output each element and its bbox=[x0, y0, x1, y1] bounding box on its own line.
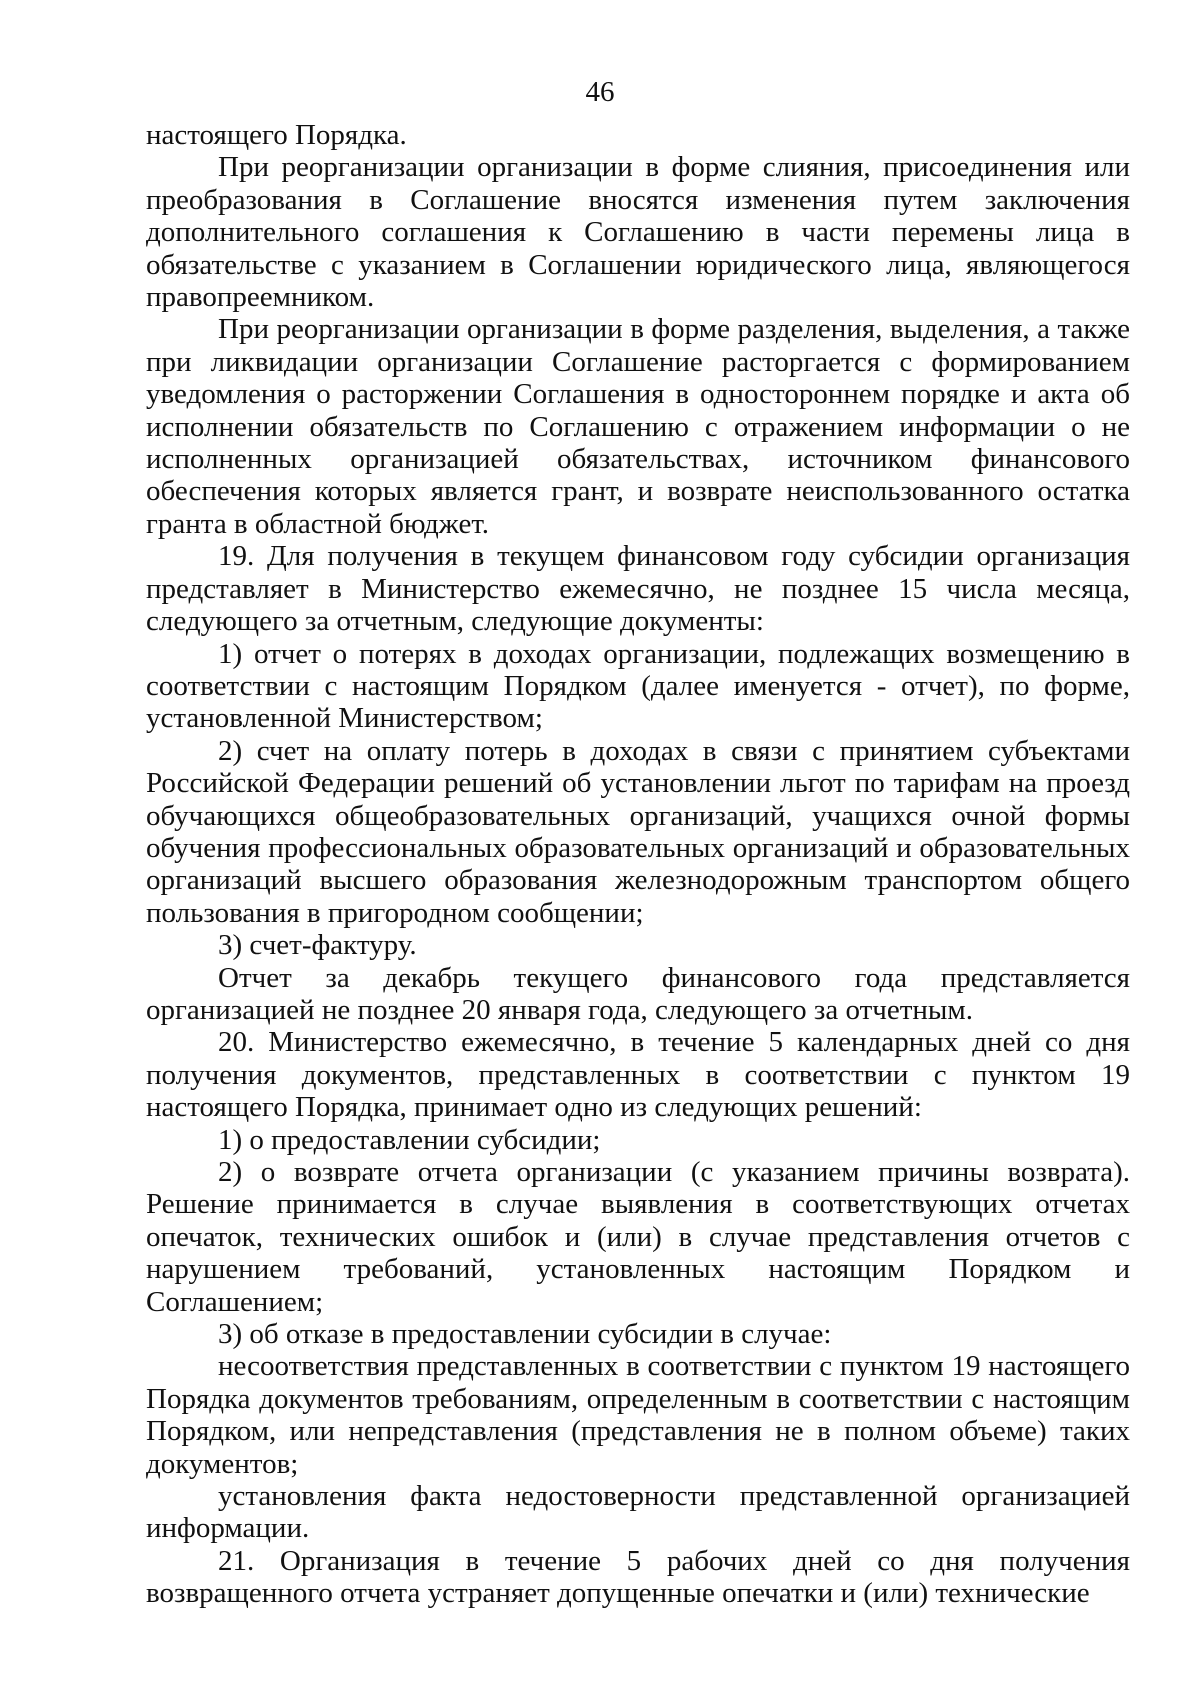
paragraph: настоящего Порядка. bbox=[146, 119, 407, 151]
paragraph: 21. Организация в течение 5 рабочих дней со дня получения возвращенного отчета устраняет допущенные опечатки и (или) технические bbox=[146, 1544, 1130, 1610]
page-number: 46 bbox=[585, 76, 615, 108]
paragraph: 3) об отказе в предоставлении субсидии в случае: bbox=[218, 1318, 832, 1351]
paragraph: При реорганизации организации в форме слияния, присоединения или преобразования в Соглашение вносятся изменения путем заключения дополнительного соглашения к Соглашению в части перемены лица в обязательстве с указанием в Соглашении юридического лица, являющегося правопреемником. bbox=[146, 151, 1130, 314]
paragraph: 2) счет на оплату потерь в доходах в связи с принятием субъектами Российской Федерации решений об установлении льгот по тарифам на проезд обучающихся общеобразовательных организаций, учащихся очной формы обучения профессиональных образовательных организаций и образовательных организаций высшего образования железнодорожным транспортом общего пользования в пригородном сообщении; bbox=[146, 734, 1130, 929]
paragraph: 3) счет-фактуру. bbox=[218, 929, 417, 962]
paragraph: При реорганизации организации в форме разделения, выделения, а также при ликвидации организации Соглашение расторгается с формированием уведомления о расторжении Соглашения в одностороннем порядке и акта об исполнении обязательств по Соглашению с отражением информации о не исполненных организацией обязательствах, источником финансового обеспечения которых является грант, и возврате неиспользованного остатка гранта в областной бюджет. bbox=[146, 313, 1130, 540]
paragraph: 1) о предоставлении субсидии; bbox=[218, 1123, 601, 1156]
paragraph: 20. Министерство ежемесячно, в течение 5 календарных дней со дня получения документов, представленных в соответствии с пунктом 19 настоящего Порядка, принимает одно из следующих решений: bbox=[146, 1026, 1130, 1124]
body-text bbox=[146, 119, 1130, 1610]
paragraph: установления факта недостоверности представленной организацией информации. bbox=[146, 1480, 1130, 1545]
paragraph: 1) отчет о потерях в доходах организации, подлежащих возмещению в соответствии с настоящим Порядком (далее именуется - отчет), по форме, установленной Министерством; bbox=[146, 637, 1130, 735]
paragraph: 2) о возврате отчета организации (с указанием причины возврата). Решение принимается в случае выявления в соответствующих отчетах опечаток, технических ошибок и (или) в случае представления отчетов с нарушением требований, установленных настоящим Порядком и Соглашением; bbox=[146, 1156, 1130, 1318]
paragraph: несоответствия представленных в соответствии с пунктом 19 настоящего Порядка документов требованиям, определенным в соответствии с настоящим Порядком, или непредставления (представления не в полном объеме) таких документов; bbox=[146, 1350, 1130, 1480]
paragraph: Отчет за декабрь текущего финансового года представляется организацией не позднее 20 января года, следующего за отчетным. bbox=[146, 961, 1130, 1026]
paragraph: 19. Для получения в текущем финансовом году субсидии организация представляет в Министерство ежемесячно, не позднее 15 числа месяца, следующего за отчетным, следующие документы: bbox=[146, 540, 1130, 638]
